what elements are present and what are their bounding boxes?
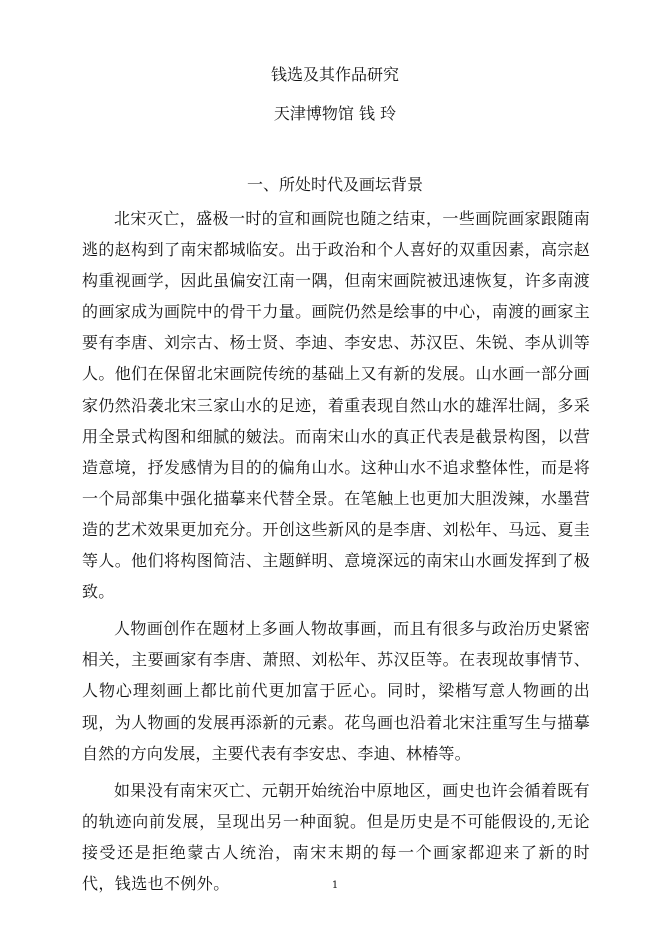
page-number: 1	[331, 880, 339, 891]
author-line: 天津博物馆 钱 玲	[273, 104, 397, 123]
paragraph: 人物画创作在题材上多画人物故事画，而且有很多与政治历史紧密相关，主要画家有李唐、萧照、刘松年、苏汉臣等。在表现故事情节、人物心理刻画上都比前代更加富于匠心。同时，梁楷写意人物画的出现，为人物画的发展再添新的元素。花鸟画也沿着北宋注重写生与描摹自然的方向发展，主要代表有李安忠、李迪、林椿等。	[82, 619, 590, 763]
paragraph: 如果没有南宋灭亡、元朝开始统治中原地区，画史也许会循着既有的轨迹向前发展，呈现出另一种面貌。但是历史是不可能假设的,无论接受还是拒绝蒙古人统治，南宋末期的每一个画家都迎来了新的时代，钱选也不例外。	[82, 780, 590, 893]
section-heading: 一、所处时代及画坛背景	[246, 175, 423, 194]
paragraph: 北宋灭亡，盛极一时的宣和画院也随之结束，一些画院画家跟随南逃的赵构到了南宋都城临安。出于政治和个人喜好的双重因素，高宗赵构重视画学，因此虽偏安江南一隅，但南宋画院被迅速恢复，许多南渡的画家成为画院中的骨干力量。画院仍然是绘事的中心，南渡的画家主要有李唐、刘宗古、杨士贤、李迪、李安忠、苏汉臣、朱锐、李从训等人。他们在保留北宋画院传统的基础上又有新的发展。山水画一部分画家仍然沿袭北宋三家山水的足迹，着重表现自然山水的雄浑壮阔，多采用全景式构图和细腻的皴法。而南宋山水的真正代表是截景构图，以营造意境，抒发感情为目的的偏角山水。这种山水不追求整体性，而是将一个局部集中强化描摹来代替全景。在笔触上也更加大胆泼辣，水墨营造的艺术效果更加充分。开创这些新风的是李唐、刘松年、马远、夏圭等人。他们将构图简洁、主题鲜明、意境深远的南宋山水画发挥到了极致。	[82, 209, 590, 602]
document-title: 钱选及其作品研究	[270, 65, 399, 84]
document-body	[82, 203, 590, 905]
